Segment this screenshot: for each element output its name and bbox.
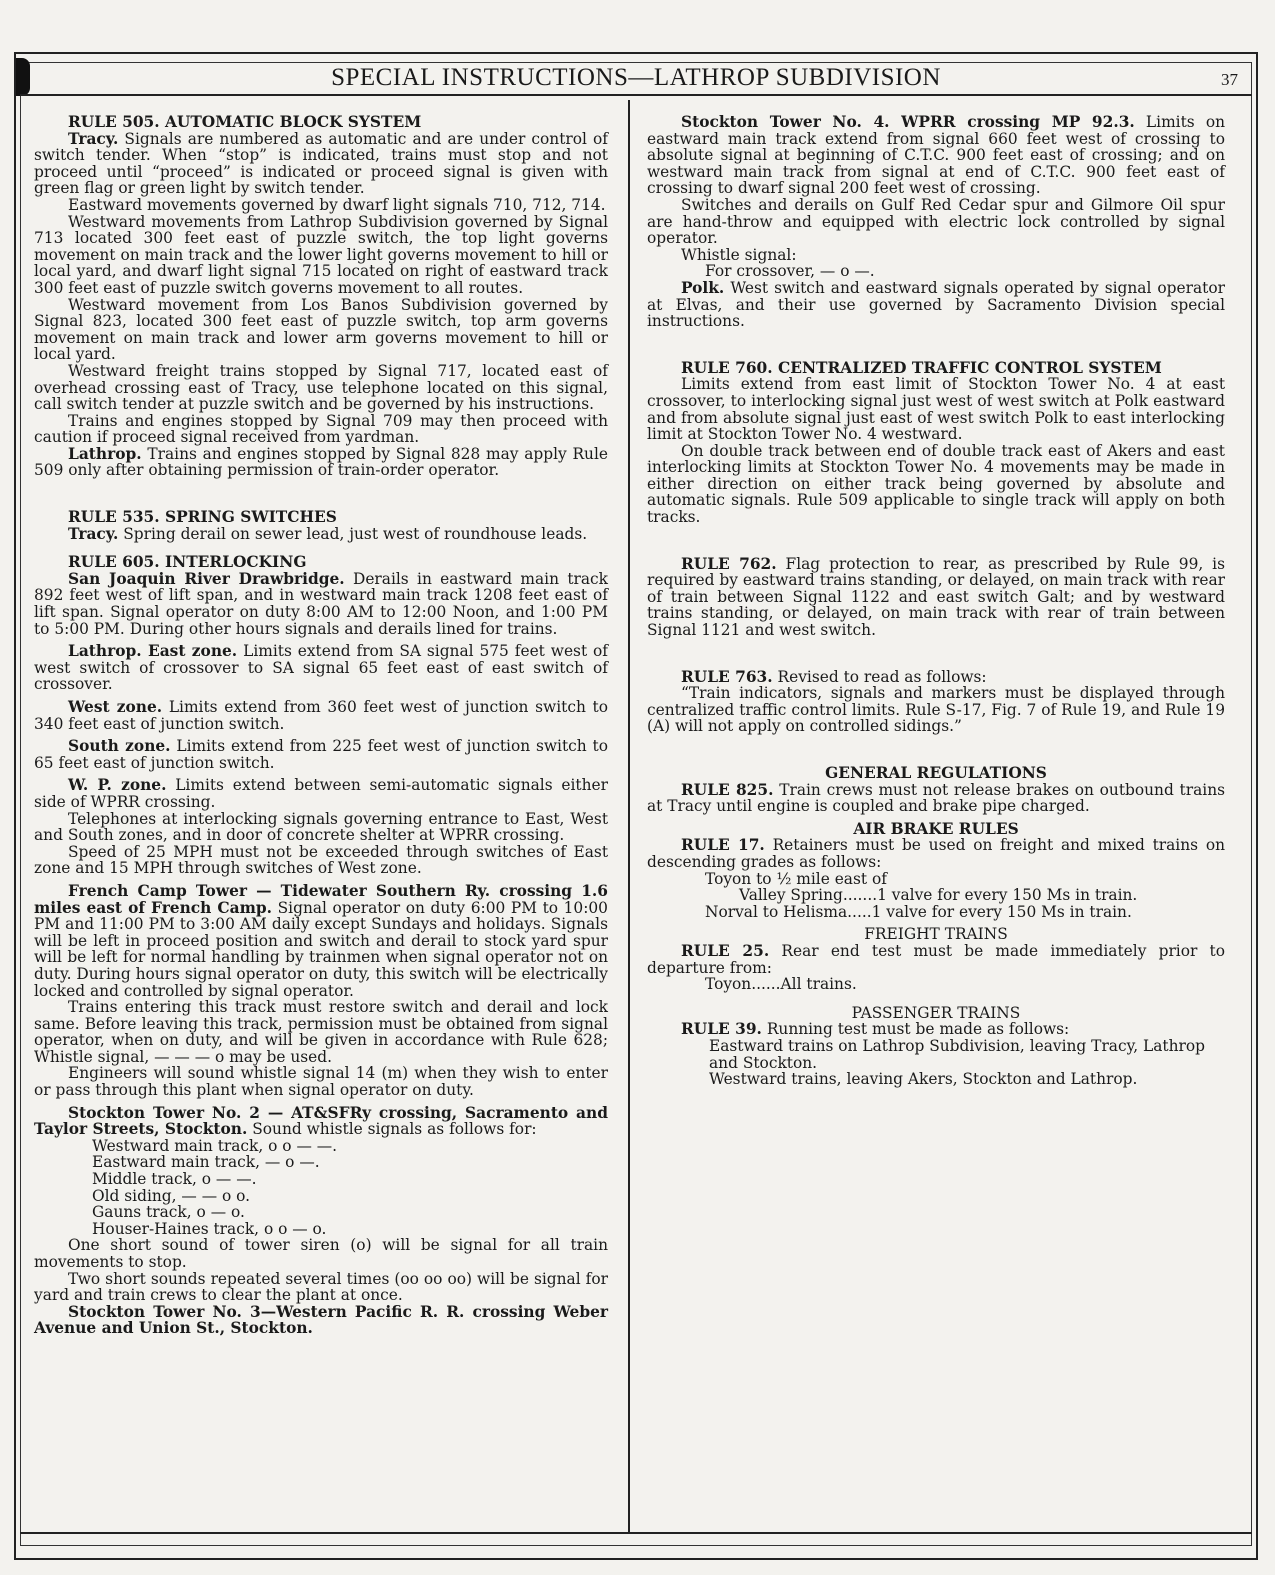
rule-39-text: Running test must be made as follows:: [766, 1020, 1070, 1039]
drawbridge-text: Derails in eastward main track 892 feet west of lift span, and in westward main track 1208 feet east of lift span. Signal operator on duty 8:00 AM to 12:00 Noon, and 1:00 PM to 5:00 PM. During other hours signals and derails lined for trains.: [34, 569, 608, 638]
east-zone-label: Lathrop. East zone.: [68, 642, 238, 661]
general-regulations-heading: GENERAL REGULATIONS: [825, 764, 1047, 782]
south-zone-label: South zone.: [68, 737, 171, 756]
rule-825-label: RULE 825.: [681, 780, 774, 799]
rule-605-east-zone: [34, 643, 608, 693]
rule-760-para: On double track between end of double track east of Akers and east interlocking limits at Stockton Tower No. 4 movements may be made in either direction on either track being governed by absolute and automatic signals. Rule 509 applicable to single track will apply on both tracks.: [647, 441, 1225, 527]
rule-605-wp-zone: [34, 777, 608, 810]
stockton-tower-4-text: Limits on eastward main track extend from signal 660 feet west of crossing to absolute signal at beginning of C.T.C. 900 feet east of crossing; and on westward main track from signal at end of C.T.C. 900 feet east of crossing to dwarf signal 200 feet west of crossing.: [647, 113, 1225, 198]
rule-39-label: RULE 39.: [681, 1020, 762, 1039]
french-camp-text: Signal operator on duty 6:00 PM to 10:00 PM and 11:00 PM to 3:00 AM daily except Sundays and holidays. Signals will be left in proceed position and switch and derail to stock yard spur will be left for normal handling by trainmen when signal operator not on duty. During hours signal operator on duty, this switch will be electrically locked and controlled by signal operator.: [34, 898, 608, 1000]
rule-505-lathrop-label: Lathrop.: [68, 444, 142, 463]
rule-605-siren: One short sound of tower siren (o) will be signal for all train movements to stop.: [34, 1236, 608, 1271]
rule-605-french-camp-para: Engineers will sound whistle signal 14 (m) when they wish to enter or pass through this plant when signal operator on duty.: [34, 1064, 608, 1100]
rule-535-heading: RULE 535. SPRING SWITCHES: [68, 508, 337, 527]
rule-17: [647, 837, 1225, 870]
rule-605-west-zone: [34, 699, 608, 732]
rule-605-south-zone: [34, 738, 608, 771]
bottom-rule: [20, 1532, 1252, 1534]
rule-760-heading: RULE 760. CENTRALIZED TRAFFIC CONTROL SYSTEM: [681, 358, 1162, 377]
rule-17-grade: Valley Spring.......1 valve for every 150 Ms in train.: [739, 886, 1138, 905]
drawbridge-label: San Joaquin River Drawbridge.: [68, 569, 345, 588]
rule-535-tracy: [34, 526, 608, 543]
stockton-tower-2-label: Stockton Tower No. 2 — AT&SFRy crossing, Sacramento and Taylor Streets, Stockton.: [34, 1103, 608, 1139]
rule-605-french-camp: [34, 883, 608, 999]
rule-825: [647, 782, 1225, 815]
rule-39: [647, 1021, 1225, 1038]
west-zone-label: West zone.: [68, 698, 163, 716]
whistle-signal-item: Houser-Haines track, o o — o.: [92, 1219, 327, 1238]
west-zone-text: Limits extend from 360 feet west of junction switch to 340 feet east of junction switch.: [34, 698, 608, 733]
rule-25-text: Rear end test must be made immediately prior to departure from:: [647, 941, 1225, 977]
rule-505-para: Westward movement from Los Banos Subdivision governed by Signal 823, located 300 feet east of puzzle switch, top arm governs movement on main track and lower arm governs movement to hill or local yard.: [34, 295, 608, 364]
rule-535-tracy-label: Tracy.: [68, 524, 119, 543]
polk-label: Polk.: [681, 278, 725, 297]
whistle-signal-item: Middle track, o — —.: [92, 1170, 257, 1189]
rule-505-para: Westward freight trains stopped by Signal 717, located east of overhead crossing east of Tracy, use telephone located on this signal, call switch tender at puzzle switch and be governed by his instructions.: [34, 361, 608, 414]
page-title: SPECIAL INSTRUCTIONS—LATHROP SUBDIVISION: [331, 64, 941, 91]
french-camp-label: French Camp Tower — Tidewater Southern Ry. crossing 1.6 miles east of French Camp.: [34, 881, 608, 917]
rule-505-para: Westward movements from Lathrop Subdivision governed by Signal 713 located 300 feet east of puzzle switch, the top light governs movement on main track and the lower light governs movement to hill or local yard, and dwarf light signal 715 located on right of eastward track 300 feet east of puzzle switch governs movement to all routes.: [34, 212, 608, 297]
rule-505-lathrop-text: Trains and engines stopped by Signal 828 may apply Rule 509 only after obtaining permission of train-order operator.: [34, 444, 608, 480]
east-zone-text: Limits extend from SA signal 575 feet west of west switch of crossover to SA signal 65 feet east of east switch of crossover.: [34, 642, 608, 694]
rule-605-speed: Speed of 25 MPH must not be exceeded through switches of East zone and 15 MPH through switches of West zone.: [34, 842, 608, 878]
rule-605-drawbridge: [34, 571, 608, 637]
rule-762-text: Flag protection to rear, as prescribed by Rule 99, is required by eastward trains standing, or delayed, on main track with rear of train between Signal 1122 and east switch Galt; and by westward trains standing, or delayed, on main track with rear of train between Signal 1121 and west switch.: [647, 554, 1225, 640]
rule-17-grade: Toyon to ½ mile east of: [705, 869, 887, 888]
south-zone-text: Limits extend from 225 feet west of junction switch to 65 feet east of junction switch.: [34, 737, 608, 772]
whistle-signal-label: Whistle signal:: [681, 245, 797, 264]
whistle-signal-item: Westward main track, o o — —.: [92, 1136, 338, 1155]
wp-zone-text: Limits extend between semi-automatic signals either side of WPRR crossing.: [34, 776, 608, 811]
crossover-signal: For crossover, — o —.: [705, 262, 875, 281]
freight-trains-heading: FREIGHT TRAINS: [864, 925, 1008, 944]
whistle-signal-item: Gauns track, o — o.: [92, 1203, 245, 1222]
whistle-signal-item: Eastward main track, — o —.: [92, 1153, 320, 1172]
rule-605-two-sounds: Two short sounds repeated several times (oo oo oo) will be signal for yard and train crews to clear the plant at once.: [34, 1269, 608, 1305]
whistle-signal-item: Old siding, — — o o.: [92, 1186, 251, 1205]
rule-25: [647, 943, 1225, 976]
column-divider: [628, 100, 630, 1532]
air-brake-rules-heading: AIR BRAKE RULES: [853, 819, 1019, 838]
rule-763: [647, 669, 1225, 686]
rule-763-text: Revised to read as follows:: [777, 667, 987, 686]
rule-17-label: RULE 17.: [681, 836, 765, 855]
stockton-tower-2-text: Sound whistle signals as follows for:: [252, 1120, 537, 1139]
polk-para: [647, 280, 1225, 330]
rule-39-eastward: Eastward trains on Lathrop Subdivision, leaving Tracy, Lathrop and Stockton.: [709, 1036, 1206, 1072]
rule-505-heading: RULE 505. AUTOMATIC BLOCK SYSTEM: [68, 113, 422, 131]
rule-763-label: RULE 763.: [681, 667, 773, 686]
rule-762-label: RULE 762.: [681, 554, 777, 573]
rule-605-heading: RULE 605. INTERLOCKING: [68, 553, 307, 572]
rule-17-text: Retainers must be used on freight and mixed trains on descending grades as follows:: [647, 836, 1225, 871]
rule-505-lathrop: [34, 446, 608, 479]
rule-825-text: Train crews must not release brakes on outbound trains at Tracy until engine is coupled and brake pipe charged.: [647, 780, 1226, 816]
stockton-tower-4-label: Stockton Tower No. 4. WPRR crossing MP 92.3.: [681, 113, 1135, 131]
rule-605-stockton-tower-3: Stockton Tower No. 3—Western Pacific R. R. crossing Weber Avenue and Union St., Stockton.: [34, 1302, 608, 1338]
polk-text: West switch and eastward signals operated by signal operator at Elvas, and their use governed by Sacramento Division special instructions.: [647, 278, 1225, 331]
stockton-tower-4-para: Switches and derails on Gulf Red Cedar spur and Gilmore Oil spur are hand-throw and equipped with electric lock controlled by signal operator.: [647, 195, 1225, 248]
rule-535-tracy-text: Spring derail on sewer lead, just west of roundhouse leads.: [123, 524, 588, 543]
rule-25-label: RULE 25.: [681, 941, 770, 960]
rule-760-para: Limits extend from east limit of Stockton Tower No. 4 at east crossover, to interlocking signal just west of west switch at Polk eastward and from absolute signal just east of west switch Polk to east interlocking limit at Stockton Tower No. 4 westward.: [647, 375, 1225, 444]
page-header: [20, 62, 1252, 96]
rule-605-stockton-tower-2: [34, 1105, 608, 1138]
right-column: [647, 114, 1225, 1088]
rule-505-tracy: [34, 131, 608, 197]
rule-505-para: Trains and engines stopped by Signal 709 may then proceed with caution if proceed signal received from yardman.: [34, 411, 608, 447]
rule-25-toyon: Toyon......All trains.: [705, 975, 857, 994]
rule-605-french-camp-para: Trains entering this track must restore switch and derail and lock same. Before leaving this track, permission must be obtained from signal operator, when on duty, and will be given in accordance with Rule 628; Whistle signal, — — — o may be used.: [34, 998, 608, 1066]
passenger-trains-heading: PASSENGER TRAINS: [851, 1003, 1021, 1022]
rule-505-tracy-text: Signals are numbered as automatic and are under control of switch tender. When “stop” is indicated, trains must stop and not proceed until “proceed” is indicated or proceed signal is given with green flag or green light by switch tender.: [34, 129, 608, 198]
rule-505-para: Eastward movements governed by dwarf light signals 710, 712, 714.: [68, 195, 606, 214]
rule-39-westward: Westward trains, leaving Akers, Stockton and Lathrop.: [709, 1070, 1138, 1089]
wp-zone-label: W. P. zone.: [68, 776, 167, 795]
rule-762: [647, 556, 1225, 639]
rule-505-tracy-label: Tracy.: [68, 129, 119, 148]
rule-17-grade: Norval to Helisma.....1 valve for every 150 Ms in train.: [705, 902, 1132, 921]
rule-605-telephones: Telephones at interlocking signals governing entrance to East, West and South zones, and in door of concrete shelter at WPRR crossing.: [34, 809, 608, 845]
left-column: [34, 114, 608, 1337]
page-number: 37: [1221, 70, 1238, 89]
stockton-tower-4: [647, 114, 1225, 197]
rule-763-quote: “Train indicators, signals and markers must be displayed through centralized traffic control limits. Rule S-17, Fig. 7 of Rule 19, and Rule 19 (A) will not apply on controlled sidings.”: [647, 684, 1225, 736]
